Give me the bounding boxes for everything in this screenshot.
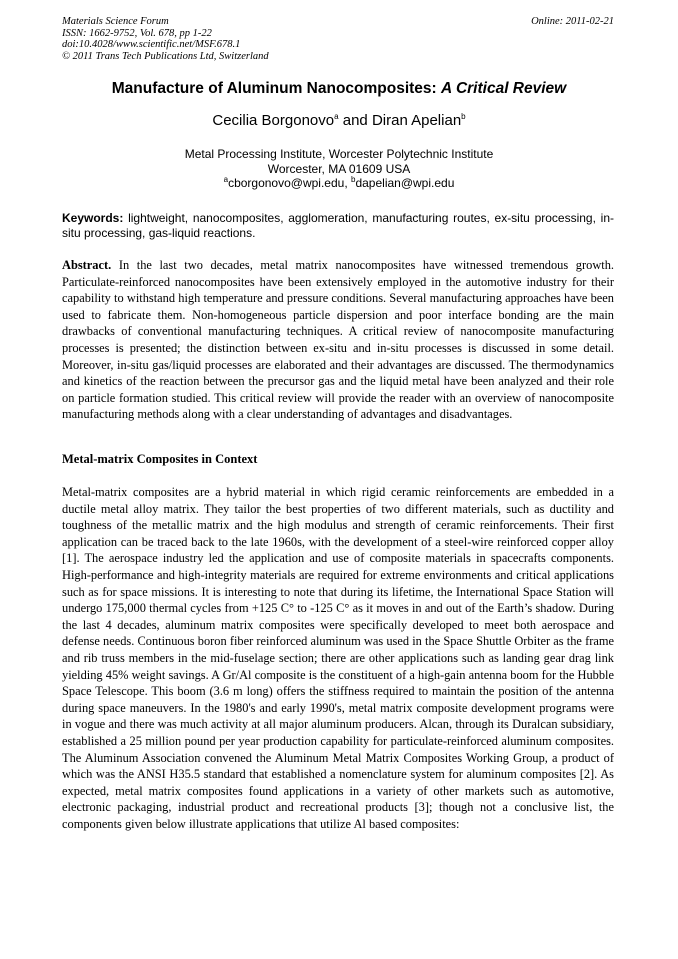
body-paragraph: Metal-matrix composites are a hybrid material in which rigid ceramic reinforcements are embedded in a ductile metal alloy matrix. They tailor the best properties of two different materials, such as ductility and toughness of the metallic matrix and the high modulus and strength of ceramic reinforcements. Their first application can be traced back to the late 1960s, with the development of a steel-wire reinforced copper alloy [1]. The aerospace industry led the application and use of composite materials in spacecrafts components. High-performance and high-integrity materials are required for extreme environments and critical applications such as for space missions. It is interesting to note that during its lifetime, the International Space Station will undergo 175,000 thermal cycles from +125 C° to -125 C° as it moves in and out of the Earth’s shadow. During the last 4 decades, aluminum matrix composites were specifically developed to meet both aerospace and defense needs. Continuous boron fiber reinforced aluminum was used in the Space Shuttle Orbiter as the frame and rib truss members in the mid-fuselage section; there are other applications such as landing gear drag link yielding 45% weight savings. A Gr/Al composite is the constituent of a high-gain antenna boom for the Hubble Space Telescope. This boom (3.6 m long) offers the stiffness required to maintain the position of the antenna during space maneuvers. In the 1980's and early 1990's, metal matrix composite development programs were in vogue and there was much activity at all major aluminum producers. Alcan, through its Duralcan subsidiary, established a 25 million pound per year production capability for particulate-reinforced aluminum composites. The Aluminum Association convened the Aluminum Metal Matrix Composites Working Group, a product of which was the ANSI H35.5 standard that established a nomenclature system for aluminum composites [2]. As expected, metal matrix composites found applications in a variety of other markets such as automotive, electronic packaging, industrial product and recreational products [3]; though not a conclusive list, the components given below illustrate applications that utilize Al based composites: [62, 485, 614, 831]
section-heading: Metal-matrix Composites in Context [62, 452, 258, 466]
affiliation [0, 147, 678, 191]
abstract-text: In the last two decades, metal matrix nanocomposites have witnessed tremendous growth. Particulate-reinforced nanocomposites have been extensively employed in the automotive industry for their capability to withstand high temperature and pressure conditions. Several manufacturing approaches have been used to fabricate them. Non-homogeneous particle dispersion and poor interface bonding are the main drawbacks of conventional manufacturing techniques. A critical review of nanocomposite manufacturing processes is presented; the distinction between ex-situ and in-situ processes is discussed in some detail. Moreover, in-situ gas/liquid processes are elaborated and their advantages are discussed. The thermodynamics and kinetics of the reaction between the precursor gas and the liquid metal have been analyzed and their role on particle formation studied. This critical review will provide the reader with an overview of nanocomposite manufacturing methods along with a clear understanding of advantages and disadvantages. [62, 258, 614, 422]
email-line [0, 176, 678, 191]
title-sub: A Critical Review [441, 80, 567, 97]
keywords-text: lightweight, nanocomposites, agglomeration, manufacturing routes, ex-situ processing, in-situ processing, gas-liquid reactions. [62, 211, 614, 240]
email-b: dapelian@wpi.edu [355, 176, 455, 190]
online-date: Online: 2011-02-21 [531, 16, 614, 27]
institution: Metal Processing Institute, Worcester Polytechnic Institute [184, 147, 494, 161]
email-a: cborgonovo@wpi.edu, [228, 176, 351, 190]
author-2: Diran Apelian [371, 112, 462, 129]
author-1: Cecilia Borgonovo [212, 112, 335, 129]
journal-name: Materials Science Forum [62, 16, 169, 27]
abstract-label: Abstract. [62, 258, 112, 272]
copyright-line: © 2011 Trans Tech Publications Ltd, Switzerland [62, 50, 269, 62]
doi-line: doi:10.4028/www.scientific.net/MSF.678.1 [62, 39, 241, 50]
issn-line: ISSN: 1662-9752, Vol. 678, pp 1-22 [62, 27, 212, 39]
email-a-sup: a [223, 175, 229, 184]
author-and: and [338, 112, 372, 129]
journal-header [62, 16, 269, 62]
author-line [0, 112, 678, 129]
author-1-sup: a [334, 112, 339, 121]
keywords-label: Keywords: [62, 211, 124, 225]
keywords [62, 211, 614, 240]
abstract [62, 257, 614, 423]
city-line: Worcester, MA 01609 USA [267, 161, 411, 176]
paper-title [0, 80, 678, 98]
author-2-sup: b [461, 112, 466, 121]
title-main: Manufacture of Aluminum Nanocomposites: [111, 80, 442, 97]
email-b-sup: b [351, 175, 356, 184]
